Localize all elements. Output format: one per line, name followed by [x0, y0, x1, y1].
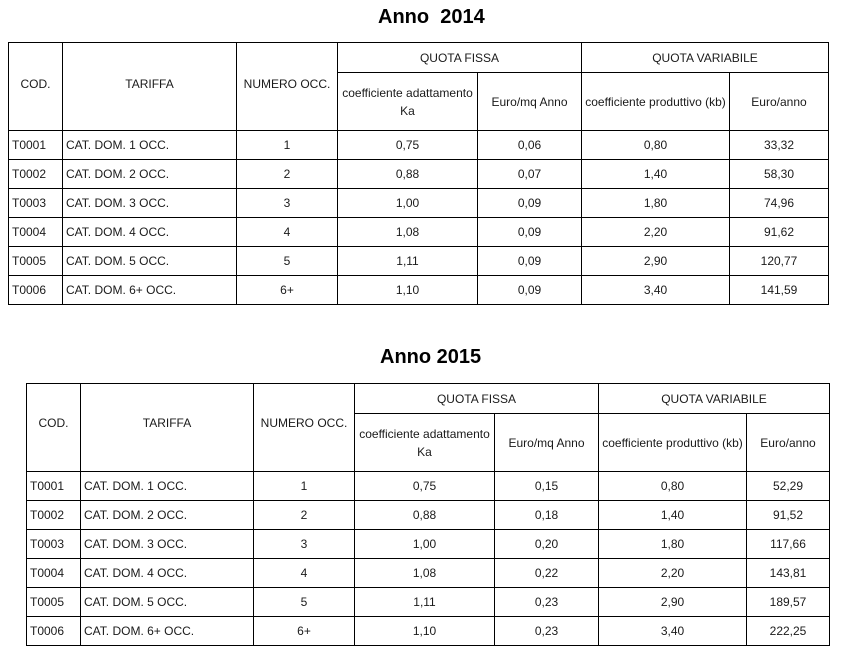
cell-ka: 1,10 [338, 276, 478, 305]
table-row [9, 218, 829, 247]
cell-euro-mq: 0,09 [478, 276, 582, 305]
cell-cod: T0003 [9, 189, 63, 218]
cell-tariffa: CAT. DOM. 1 OCC. [81, 472, 254, 501]
cell-euro-mq: 0,09 [478, 218, 582, 247]
header-numero-occ: NUMERO OCC. [254, 384, 355, 472]
cell-kb: 3,40 [582, 276, 730, 305]
cell-cod: T0003 [27, 530, 81, 559]
header-tariffa: TARIFFA [81, 384, 254, 472]
cell-ka: 1,08 [355, 559, 495, 588]
cell-euro-anno: 74,96 [730, 189, 829, 218]
table-row [9, 247, 829, 276]
cell-kb: 3,40 [599, 617, 747, 646]
cell-tariffa: CAT. DOM. 4 OCC. [63, 218, 237, 247]
cell-occ: 4 [237, 218, 338, 247]
header-cod: COD. [9, 43, 63, 131]
cell-euro-mq: 0,23 [495, 617, 599, 646]
header-coefficiente-ka: coefficiente adattamento Ka [338, 73, 478, 131]
header-coefficiente-kb: coefficiente produttivo (kb) [582, 73, 730, 131]
header-euro-anno: Euro/anno [747, 414, 830, 472]
cell-euro-anno: 222,25 [747, 617, 830, 646]
cell-occ: 2 [237, 160, 338, 189]
cell-ka: 0,75 [355, 472, 495, 501]
cell-euro-mq: 0,09 [478, 189, 582, 218]
cell-cod: T0005 [9, 247, 63, 276]
cell-tariffa: CAT. DOM. 4 OCC. [81, 559, 254, 588]
cell-ka: 1,00 [355, 530, 495, 559]
header-quota-variabile: QUOTA VARIABILE [599, 384, 830, 414]
cell-euro-mq: 0,15 [495, 472, 599, 501]
year-title-2014: Anno 2014 [378, 6, 485, 28]
table-row [27, 559, 830, 588]
cell-ka: 1,00 [338, 189, 478, 218]
cell-cod: T0006 [9, 276, 63, 305]
tariff-table-2015 [26, 383, 830, 646]
header-coefficiente-ka: coefficiente adattamento Ka [355, 414, 495, 472]
header-coefficiente-kb: coefficiente produttivo (kb) [599, 414, 747, 472]
cell-euro-anno: 91,62 [730, 218, 829, 247]
cell-euro-anno: 91,52 [747, 501, 830, 530]
tariff-table-2014 [8, 42, 829, 305]
table-row [9, 131, 829, 160]
cell-kb: 2,90 [582, 247, 730, 276]
table-body [9, 131, 829, 305]
table-row [27, 472, 830, 501]
cell-kb: 2,20 [582, 218, 730, 247]
cell-tariffa: CAT. DOM. 1 OCC. [63, 131, 237, 160]
cell-ka: 0,88 [338, 160, 478, 189]
cell-tariffa: CAT. DOM. 5 OCC. [63, 247, 237, 276]
cell-tariffa: CAT. DOM. 3 OCC. [63, 189, 237, 218]
cell-euro-anno: 117,66 [747, 530, 830, 559]
header-cod: COD. [27, 384, 81, 472]
cell-euro-anno: 141,59 [730, 276, 829, 305]
cell-occ: 5 [254, 588, 355, 617]
cell-euro-anno: 58,30 [730, 160, 829, 189]
cell-kb: 1,40 [582, 160, 730, 189]
cell-tariffa: CAT. DOM. 5 OCC. [81, 588, 254, 617]
cell-occ: 3 [237, 189, 338, 218]
table-row [27, 617, 830, 646]
cell-tariffa: CAT. DOM. 6+ OCC. [81, 617, 254, 646]
cell-euro-mq: 0,09 [478, 247, 582, 276]
cell-occ: 2 [254, 501, 355, 530]
cell-cod: T0002 [27, 501, 81, 530]
header-euro-mq-anno: Euro/mq Anno [495, 414, 599, 472]
table-row [27, 588, 830, 617]
cell-tariffa: CAT. DOM. 2 OCC. [81, 501, 254, 530]
cell-tariffa: CAT. DOM. 3 OCC. [81, 530, 254, 559]
cell-tariffa: CAT. DOM. 2 OCC. [63, 160, 237, 189]
cell-kb: 2,90 [599, 588, 747, 617]
cell-ka: 1,11 [338, 247, 478, 276]
cell-cod: T0006 [27, 617, 81, 646]
cell-kb: 1,40 [599, 501, 747, 530]
cell-euro-anno: 143,81 [747, 559, 830, 588]
cell-euro-mq: 0,20 [495, 530, 599, 559]
cell-euro-anno: 52,29 [747, 472, 830, 501]
cell-euro-mq: 0,06 [478, 131, 582, 160]
cell-occ: 4 [254, 559, 355, 588]
cell-occ: 6+ [254, 617, 355, 646]
cell-cod: T0002 [9, 160, 63, 189]
cell-kb: 0,80 [582, 131, 730, 160]
cell-kb: 2,20 [599, 559, 747, 588]
cell-occ: 6+ [237, 276, 338, 305]
cell-ka: 0,88 [355, 501, 495, 530]
header-quota-fissa: QUOTA FISSA [338, 43, 582, 73]
cell-euro-mq: 0,22 [495, 559, 599, 588]
table-row [27, 530, 830, 559]
header-euro-anno: Euro/anno [730, 73, 829, 131]
cell-cod: T0001 [27, 472, 81, 501]
table-row [27, 501, 830, 530]
cell-cod: T0001 [9, 131, 63, 160]
cell-tariffa: CAT. DOM. 6+ OCC. [63, 276, 237, 305]
cell-euro-mq: 0,18 [495, 501, 599, 530]
cell-ka: 1,11 [355, 588, 495, 617]
cell-cod: T0004 [27, 559, 81, 588]
table-row [9, 276, 829, 305]
cell-cod: T0004 [9, 218, 63, 247]
header-tariffa: TARIFFA [63, 43, 237, 131]
cell-occ: 3 [254, 530, 355, 559]
header-numero-occ: NUMERO OCC. [237, 43, 338, 131]
year-title-2015: Anno 2015 [380, 346, 482, 368]
cell-cod: T0005 [27, 588, 81, 617]
table-body [27, 472, 830, 646]
header-euro-mq-anno: Euro/mq Anno [478, 73, 582, 131]
cell-euro-anno: 189,57 [747, 588, 830, 617]
cell-occ: 5 [237, 247, 338, 276]
cell-euro-anno: 33,32 [730, 131, 829, 160]
header-quota-fissa: QUOTA FISSA [355, 384, 599, 414]
cell-euro-anno: 120,77 [730, 247, 829, 276]
cell-kb: 1,80 [599, 530, 747, 559]
cell-occ: 1 [237, 131, 338, 160]
cell-ka: 1,10 [355, 617, 495, 646]
cell-ka: 0,75 [338, 131, 478, 160]
cell-occ: 1 [254, 472, 355, 501]
table-row [9, 160, 829, 189]
cell-ka: 1,08 [338, 218, 478, 247]
cell-kb: 0,80 [599, 472, 747, 501]
cell-kb: 1,80 [582, 189, 730, 218]
table-row [9, 189, 829, 218]
header-quota-variabile: QUOTA VARIABILE [582, 43, 829, 73]
cell-euro-mq: 0,23 [495, 588, 599, 617]
cell-euro-mq: 0,07 [478, 160, 582, 189]
